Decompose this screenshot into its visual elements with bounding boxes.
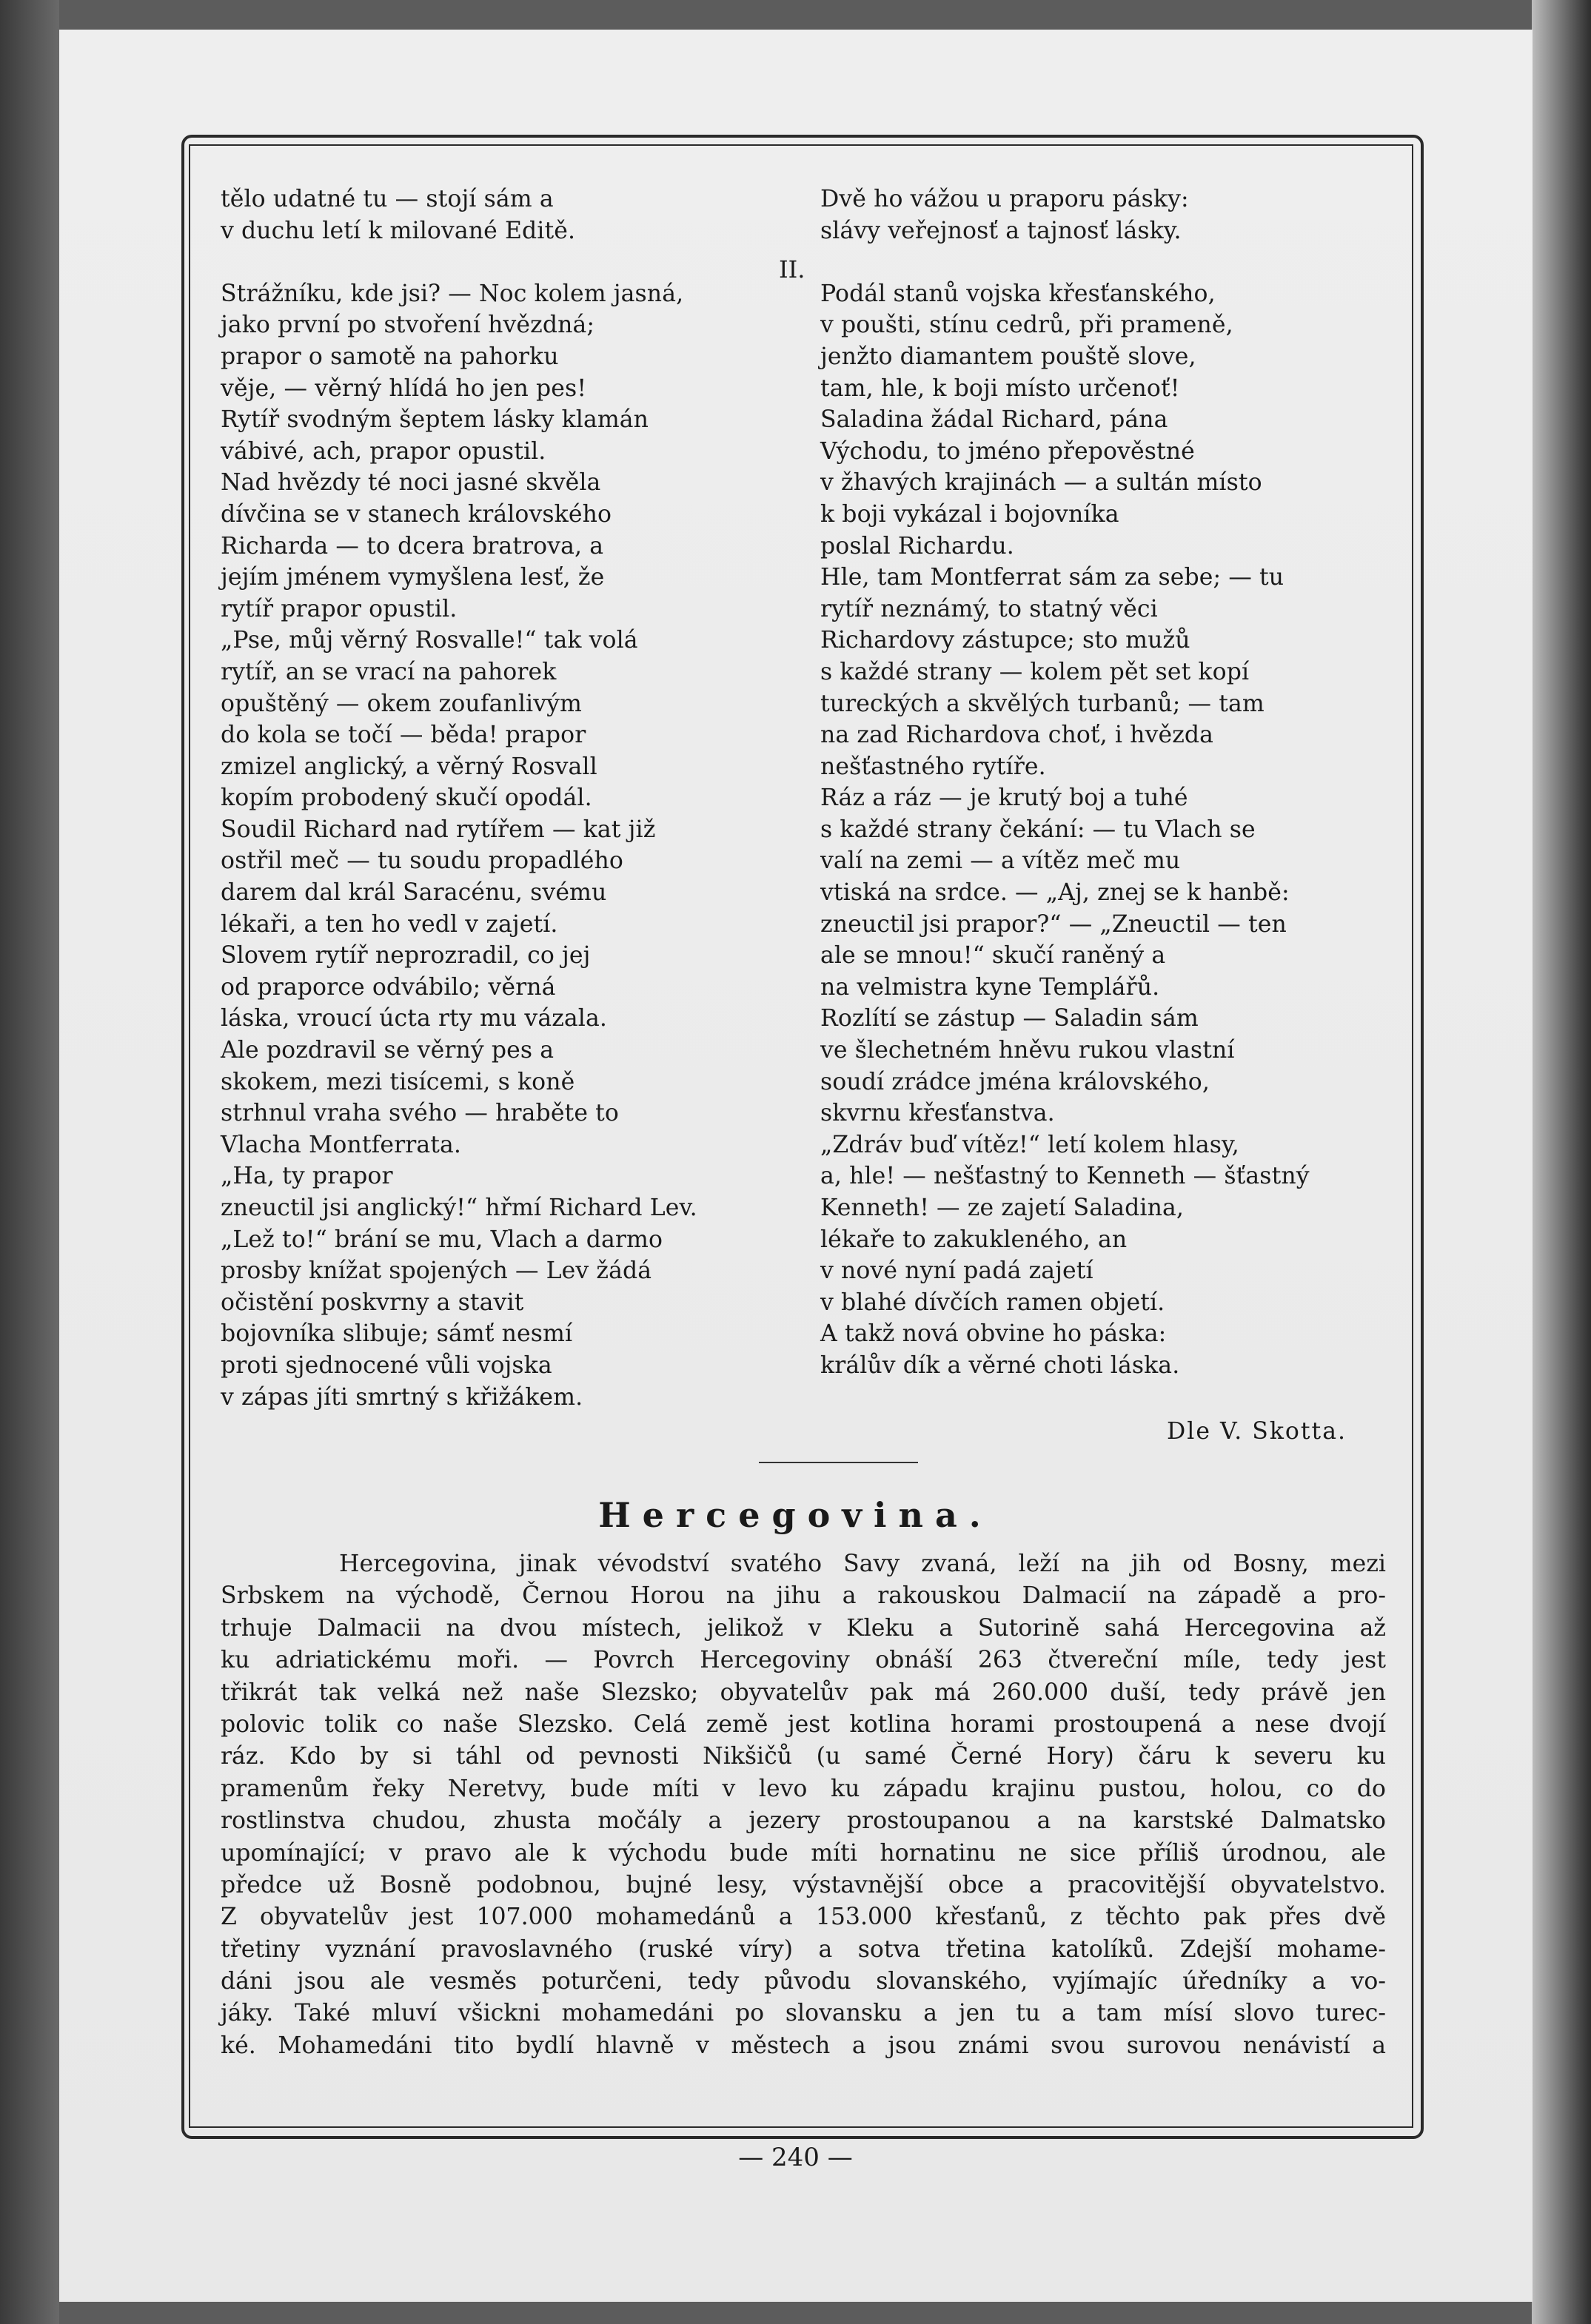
poem-line: jejím jménem vymyšlena lesť, že <box>221 564 605 591</box>
section-numeral: II. <box>779 255 805 283</box>
poem-line: rytíř, an se vrací na pahorek <box>221 658 557 685</box>
poem-line: láska, vroucí úcta rty mu vázala. <box>221 1005 607 1032</box>
poem-line: Hle, tam Montferrat sám za sebe; — tu <box>820 564 1284 591</box>
article-line: třetiny vyznání pravoslavného (ruské víry) a sotva třetina katolíků. Zdejší mohame- <box>221 1935 1386 1963</box>
article-line: pramenům řeky Neretvy, bude míti v levo ku západu krajinu pustou, holou, co do <box>221 1775 1386 1802</box>
poem-line: ve šlechetném hněvu rukou vlastní <box>820 1037 1235 1064</box>
poem-line: strhnul vraha svého — hraběte to <box>221 1100 619 1127</box>
poem-line: Richardovy zástupce; sto mužů <box>820 627 1190 654</box>
article-line: ku adriatickému moři. — Povrch Hercegoviny obnáší 263 čtvereční míle, tedy jest <box>221 1647 1386 1674</box>
poem-line: Podál stanů vojska křesťanského, <box>820 280 1216 307</box>
poem-line: na velmistra kyne Templářů. <box>820 973 1160 1001</box>
article-line: ké. Mohamedáni tito bydlí hlavně v městech a jsou známi svou surovou nenávistí a <box>221 2032 1386 2059</box>
article-line: Hercegovina, jinak vévodství svatého Savy zvaná, leží na jih od Bosny, mezi <box>339 1551 1386 1577</box>
poem-line: očistění poskvrny a stavit <box>221 1289 524 1316</box>
article-line: ráz. Kdo by si táhl od pevnosti Nikšičů (u samé Černé Hory) čáru k severu ku <box>221 1743 1386 1770</box>
article-line: třikrát tak velká než naše Slezsko; obyvatelův pak má 260.000 duší, tedy právě jen <box>221 1679 1386 1706</box>
poem-line: kopím probodený skučí opodál. <box>221 785 592 812</box>
poem-line: zneuctil jsi anglický!“ hřmí Richard Lev. <box>221 1195 697 1221</box>
poem-line: ale se mnou!“ skučí raněný a <box>820 942 1166 970</box>
poem-line: na zad Richardova choť, i hvězda <box>820 722 1214 749</box>
poem-line: králův dík a věrné choti láska. <box>820 1351 1180 1379</box>
poem-line: opuštěný — okem zoufanlivým <box>221 690 582 717</box>
poem-line: Soudil Richard nad rytířem — kat již <box>221 816 656 843</box>
poem-line: lékaře to zakukleného, an <box>820 1226 1128 1253</box>
poem-line: rytíř prapor opustil. <box>221 595 458 622</box>
poem-line: skokem, mezi tisícemi, s koně <box>221 1068 575 1095</box>
poem-line: s každé strany čekání: — tu Vlach se <box>820 816 1256 843</box>
poem-line: Richarda — to dcera bratrova, a <box>221 532 604 560</box>
poem-line: valí na zemi — a vítěz meč mu <box>820 847 1181 875</box>
section-divider <box>759 1462 918 1463</box>
poem-line: „Zdráv buď vítěz!“ letí kolem hlasy, <box>820 1131 1239 1158</box>
poem-line: vtiská na srdce. — „Aj, znej se k hanbě: <box>820 879 1290 907</box>
article-title: Hercegovina. <box>598 1495 993 1535</box>
poem-line: zmizel anglický, a věrný Rosvall <box>221 753 597 780</box>
poem-line: „Ha, ty prapor <box>221 1163 393 1190</box>
page-number: — 240 — <box>738 2143 853 2172</box>
poem-line: s každé strany — kolem pět set kopí <box>820 658 1250 685</box>
poem-line: Vlacha Montferrata. <box>221 1131 462 1158</box>
poem-line: darem dal král Saracénu, svému <box>221 879 607 907</box>
poem-line: tam, hle, k boji místo určenoť! <box>820 375 1180 402</box>
poem-line: prosby knížat spojených — Lev žádá <box>221 1257 652 1285</box>
poem-line: Rytíř svodným šeptem lásky klamán <box>221 406 649 434</box>
poem-line: ostřil meč — tu soudu propadlého <box>221 847 623 875</box>
article-line: upomínající; v pravo ale k východu bude míti hornatinu ne sice příliš úrodnou, ale <box>221 1839 1386 1867</box>
poem-line: v nové nyní padá zajetí <box>820 1257 1093 1285</box>
poem-line: Kenneth! — ze zajetí Saladina, <box>820 1195 1184 1221</box>
poem-line: „Pse, můj věrný Rosvalle!“ tak volá <box>221 627 638 654</box>
poem-line: Ale pozdravil se věrný pes a <box>221 1037 555 1064</box>
article-line: Srbskem na východě, Černou Horou na jihu a rakouskou Dalmacií na západě a pro- <box>221 1582 1386 1610</box>
poem-line: v poušti, stínu cedrů, při prameně, <box>820 312 1233 339</box>
poem-line: tureckých a skvělých turbanů; — tam <box>820 690 1265 717</box>
poem-line: prapor o samotě na pahorku <box>221 343 559 370</box>
poem-line: Rozlítí se zástup — Saladin sám <box>820 1005 1199 1032</box>
article-line: Z obyvatelův jest 107.000 mohamedánů a 153.000 křesťanů, z těchto pak přes dvě <box>221 1904 1386 1931</box>
poem-left-column <box>221 184 697 1413</box>
poem-line: k boji vykázal i bojovníka <box>820 500 1119 528</box>
poem-line: poslal Richardu. <box>820 532 1014 560</box>
poem-line: tělo udatné tu — stojí sám a <box>221 186 554 212</box>
poem-line: „Lež to!“ brání se mu, Vlach a darmo <box>221 1226 663 1253</box>
poem-line: věje, — věrný hlídá ho jen pes! <box>221 375 587 402</box>
poem-line: Slovem rytíř neprozradil, co jej <box>221 942 591 970</box>
poem-line: slávy veřejnosť a tajnosť lásky. <box>820 217 1182 244</box>
poem-line: rytíř neznámý, to statný věci <box>820 595 1158 622</box>
poem-line: Východu, to jméno přepověstné <box>820 437 1195 465</box>
poem-line: v žhavých krajinách — a sultán místo <box>820 469 1262 497</box>
article-body <box>221 1548 1386 2062</box>
poem-line: do kola se točí — běda! prapor <box>221 722 586 749</box>
poem-line: soudí zrádce jména královského, <box>820 1068 1210 1095</box>
poem-line: jako první po stvoření hvězdná; <box>221 312 595 339</box>
poem-line: Nad hvězdy té noci jasné skvěla <box>221 469 601 497</box>
poem-line: lékaři, a ten ho vedl v zajetí. <box>221 910 558 938</box>
poem-line: a, hle! — nešťastný to Kenneth — šťastný <box>820 1163 1310 1190</box>
poem-line: nešťastného rytíře. <box>820 753 1046 780</box>
poem-line: Strážníku, kde jsi? — Noc kolem jasná, <box>221 280 684 307</box>
poem-line: skvrnu křesťanstva. <box>820 1100 1055 1127</box>
poem-line: Saladina žádal Richard, pána <box>820 406 1168 434</box>
poem-line: Dvě ho vážou u praporu pásky: <box>820 186 1189 212</box>
poem-signature: Dle V. Skotta. <box>1167 1418 1347 1445</box>
article-line: předce už Bosně podobnou, bujné lesy, výstavnější obce a pracovitější obyvatelstvo. <box>221 1871 1386 1898</box>
poem-line: Ráz a ráz — je krutý boj a tuhé <box>820 785 1188 812</box>
poem-line: v duchu letí k milované Editě. <box>221 217 576 244</box>
article-line: polovic tolik co naše Slezsko. Celá země jest kotlina horami prostoupená a nese dvojí <box>221 1710 1386 1738</box>
poem-line: od praporce odvábilo; věrná <box>221 973 556 1001</box>
scan-edge-right <box>1532 0 1591 2324</box>
poem-line: jenžto diamantem pouště slove, <box>820 343 1196 370</box>
poem-line: vábivé, ach, prapor opustil. <box>221 437 546 465</box>
poem-line: v blahé dívčích ramen objetí. <box>820 1289 1165 1316</box>
poem-line: proti sjednocené vůli vojska <box>221 1351 552 1379</box>
article-line: trhuje Dalmacii na dvou místech, jelikož v Kleku a Sutorině sahá Hercegovina až <box>221 1614 1386 1642</box>
poem-line: A takž nová obvine ho páska: <box>820 1320 1167 1348</box>
poem-right-column <box>820 184 1310 1382</box>
poem-line: v zápas jíti smrtný s křižákem. <box>221 1383 583 1411</box>
poem-line: bojovníka slibuje; sámť nesmí <box>221 1320 573 1348</box>
scan-edge-left <box>0 0 59 2324</box>
article-line: dáni jsou ale vesměs poturčeni, tedy původu slovanského, vyjímajíc úředníky a vo- <box>221 1968 1386 1995</box>
article-line: rostlinstva chudou, zhusta močály a jezery prostoupanou a na karstské Dalmatsko <box>221 1807 1386 1835</box>
poem-line: dívčina se v stanech královského <box>221 500 612 528</box>
poem-line: zneuctil jsi prapor?“ — „Zneuctil — ten <box>820 910 1287 938</box>
article-line: jáky. Také mluví všickni mohamedáni po slovansku a jen tu a tam mísí slovo turec- <box>221 2000 1386 2027</box>
